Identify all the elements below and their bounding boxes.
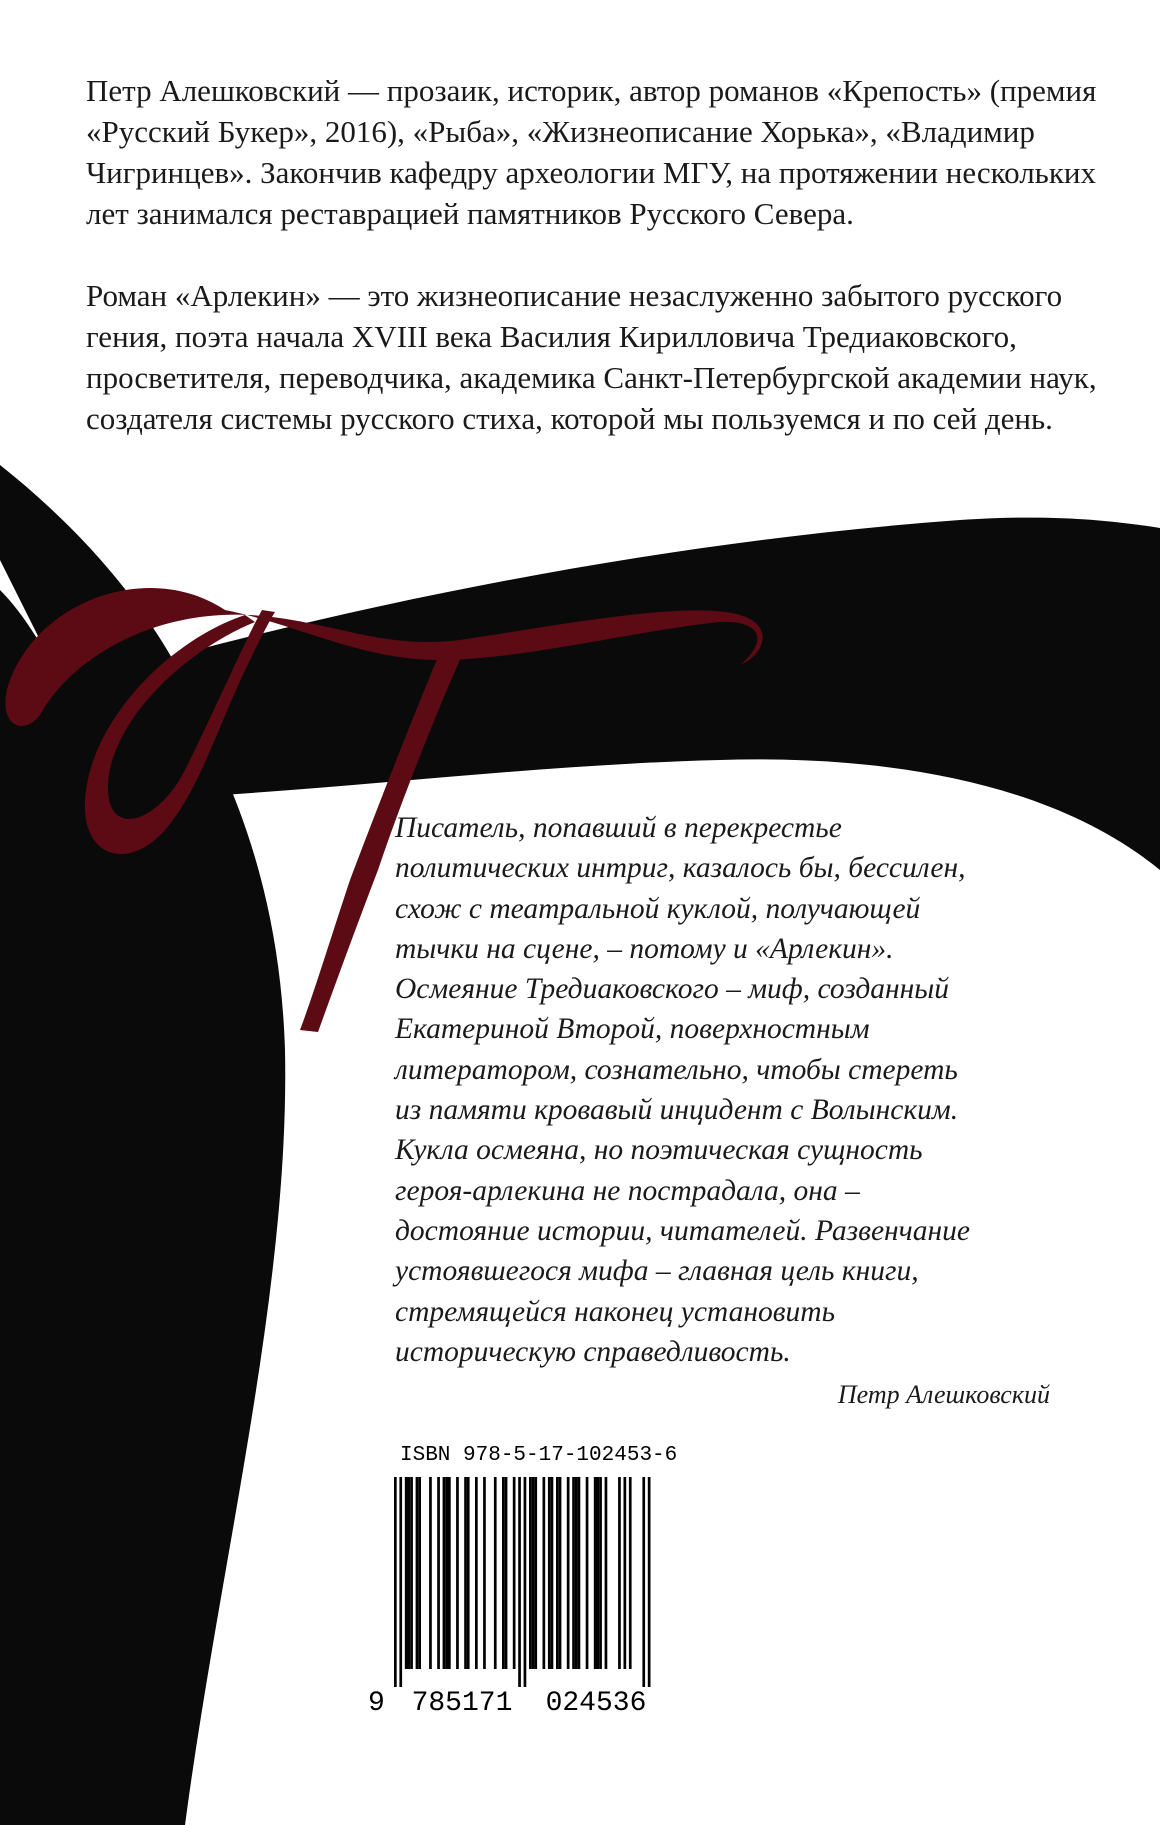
barcode-bar (532, 1477, 535, 1669)
quote-line: схож с театральной куклой, получающей (395, 892, 921, 925)
barcode-bar (578, 1477, 581, 1669)
barcode-bar (410, 1477, 413, 1669)
barcode-bar (648, 1477, 651, 1687)
quote-line: из памяти кровавый инцидент с Волынским. (395, 1094, 959, 1127)
barcode-bar (572, 1477, 575, 1669)
barcode-bar (456, 1477, 459, 1669)
quote-line: Екатериной Второй, поверхностным (395, 1013, 870, 1046)
barcode-bar (408, 1477, 411, 1669)
barcode-bar (448, 1477, 451, 1669)
barcode-bar (642, 1477, 645, 1687)
quote-line: стремящейся наконец установить (395, 1295, 836, 1328)
barcode-bar (394, 1477, 397, 1687)
barcode-bar (599, 1477, 602, 1669)
barcode-bar (567, 1477, 570, 1669)
quote-line: достояние истории, читателей. Развенчание (395, 1214, 970, 1247)
barcode-bar (529, 1477, 532, 1669)
barcode-bar (629, 1477, 632, 1669)
barcode-bar (405, 1477, 408, 1669)
barcode-bar (505, 1477, 508, 1669)
barcode-bar (605, 1477, 608, 1669)
quote-line: Писатель, попавший в перекрестье (395, 812, 842, 844)
barcode-bar (464, 1477, 467, 1669)
barcode-bar (556, 1477, 559, 1669)
barcode-bar (513, 1477, 516, 1669)
barcode-digits-left: 785171 (411, 1688, 513, 1719)
barcode-bar (437, 1477, 440, 1669)
author-bio-paragraph: Петр Алешковский — прозаик, историк, автор романов «Крепость» (премия «Русский Букер», 2016), «Рыба», «Жизнеописание Хорька», «Владимир Чигринцев». Закончив кафедру археологии МГУ, на протяжении нескольких лет занимался реставрацией памятников Русского Севера. (86, 73, 1097, 231)
barcode-bar (494, 1477, 497, 1669)
barcode-bar (518, 1477, 521, 1687)
quote-line: Осмеяние Тредиаковского – миф, созданный (395, 973, 949, 1006)
quote-signature: Петр Алешковский (837, 1380, 1050, 1409)
isbn-barcode (368, 1440, 682, 1745)
barcode-bar (443, 1477, 446, 1669)
barcode-bar (467, 1477, 470, 1669)
barcode-bar (429, 1477, 432, 1669)
quote-line: устоявшегося мифа – главная цель книги, (395, 1255, 919, 1288)
barcode-bar (551, 1477, 554, 1669)
barcode-bar (399, 1477, 402, 1687)
quote-line: тычки на сцене, – потому и «Арлекин». (395, 932, 894, 965)
quote-line: историческую справедливость. (395, 1335, 791, 1368)
barcode-bar (524, 1477, 527, 1687)
barcode-digits-right: 024536 (545, 1688, 647, 1719)
barcode-bar (483, 1477, 486, 1669)
barcode-bar (618, 1477, 621, 1669)
barcode-bar (559, 1477, 562, 1669)
barcode-bars (368, 1477, 682, 1687)
quote-line: литератором, сознательно, чтобы стереть (395, 1053, 958, 1086)
isbn-label: ISBN 978-5-17-102453-6 (400, 1444, 678, 1467)
barcode-bar (624, 1477, 627, 1669)
barcode-digit-first: 9 (368, 1688, 385, 1719)
barcode-bar (575, 1477, 578, 1669)
quote-line: Кукла осмеяна, но поэтическая сущность (395, 1134, 923, 1167)
novel-description-paragraph: Роман «Арлекин» — это жизнеописание незаслуженно забытого русского гения, поэта начала XVIII века Василия Кирилловича Тредиаковского, просветителя, переводчика, академика Санкт-Петербургской академии наук, создателя системы русского стиха, которой мы пользуемся и по сей день. (86, 278, 1097, 436)
quote-line: политических интриг, казалось бы, бессилен, (395, 852, 966, 885)
barcode-bar (445, 1477, 448, 1669)
author-about-block (86, 70, 1106, 439)
quote-line: героя-арлекина не пострадала, она – (395, 1174, 860, 1207)
barcode-bar (418, 1477, 421, 1669)
barcode-bar (586, 1477, 589, 1669)
barcode-bar (543, 1477, 546, 1669)
barcode-bar (502, 1477, 505, 1669)
barcode-bar (475, 1477, 478, 1669)
barcode-bar (534, 1477, 537, 1669)
barcode-bar (548, 1477, 551, 1669)
barcode-bar (597, 1477, 600, 1669)
barcode-bar (416, 1477, 419, 1669)
barcode-bar (594, 1477, 597, 1669)
author-quote (395, 808, 1095, 1372)
